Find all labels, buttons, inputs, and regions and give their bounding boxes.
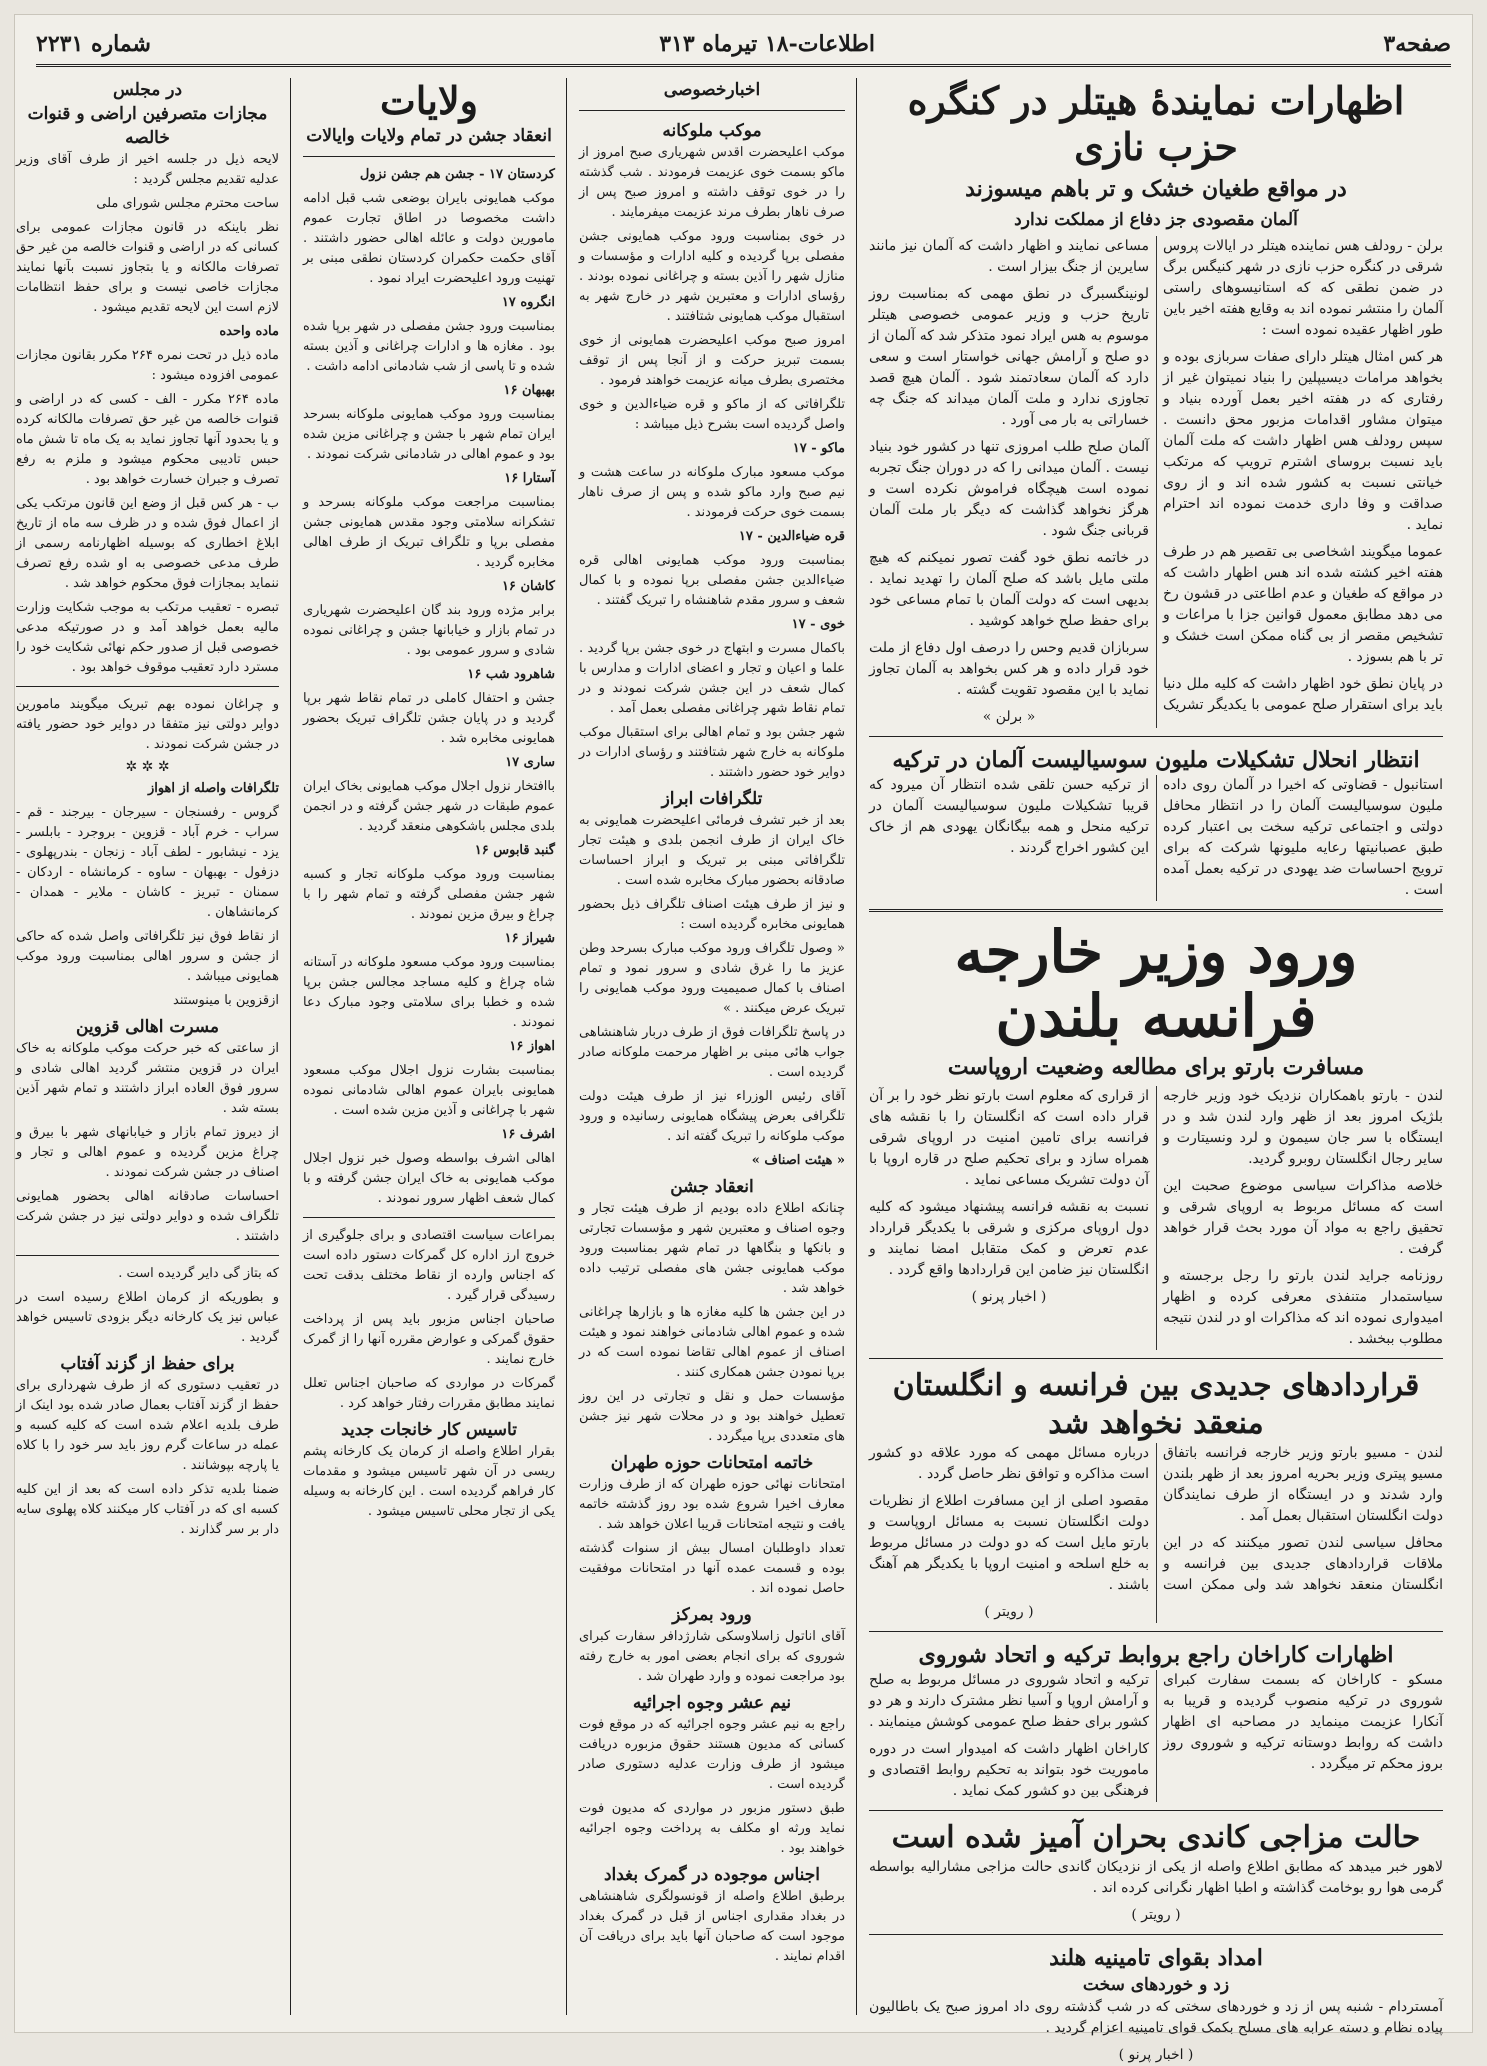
hitler-body	[869, 236, 1443, 728]
province-heading: کاشان ۱۶	[501, 579, 555, 594]
divider	[303, 156, 555, 157]
guild-title: « هیئت اصناف »	[751, 1153, 845, 1168]
hitler-p8: سربازان قدیم وحس را درصف اول دفاع از ملت خود قرار داده و هر کس بخواهد به آلمان تجاوز نماید با این مقصود تقویت گشته .	[869, 640, 1149, 698]
khoy-text: باکمال مسرت و ابتهاج در خوی جشن برپا گردید . علما و اعیان و تجار و اعضای ادارات و مدارس با کمال شعف در این جشن شرکت نمودند و در تمام نقاط شهر چراغانی مفصلی بعمل آمد .	[579, 641, 845, 716]
column-right	[861, 78, 1451, 2063]
telegrams-p2: و نیز از طرف هیئت اصناف تلگراف ذیل بحضور همایونی مخابره گردیده است :	[579, 897, 845, 932]
maku-text: موکب مسعود مبارک ملوکانه در ساعت هشت و نیم صبح وارد ماکو شده و پس از صرف ناهار بسمت خوی حرکت فرمودند .	[579, 465, 845, 520]
qazvin-p3: احساسات صادقانه اهالی بحضور همایونی تلگراف شده و دوایر دولتی نیز در جشن شرکت داشتند .	[16, 1189, 279, 1244]
hitler-dateline: « برلن »	[982, 709, 1036, 725]
province-heading: بهبهان ۱۶	[503, 383, 555, 398]
nazi-turkey-p2: از ترکیه حسن تلقی شده انتظار آن میرود که قریبا تشکیلات ملیون سوسیالیست آلمان در ترکیه منحل و همه بیگانگان یهودی هم از خاک این کشور اخراج گردند .	[869, 777, 1149, 856]
execution-fees-title: نیم عشر وجوه اجرائیه	[632, 1693, 792, 1713]
provinces-subhead: انعقاد جشن در تمام ولایات وایالات	[306, 126, 552, 146]
province-heading: شاهرود شب ۱۶	[467, 667, 555, 682]
province-heading: گنبد قابوس ۱۶	[474, 843, 555, 858]
maku-heading: ماکو - ۱۷	[792, 441, 845, 456]
crown-lands-p3: نظر باینکه در قانون مجازات عمومی برای کسانی که در اراضی و قنوات خالصه من غیر حق تصرفات مالکانه و یا بتجاوز نسبت بآنها نمایند مجازات خاصی نیست و برای حفظ انتظامات لازم است این لایحه تقدیم میشود .	[16, 220, 279, 315]
divider	[869, 909, 1443, 912]
treaty-body	[869, 1443, 1443, 1623]
sun-protection-p1: در تعقیب دستوری که از طرف شهرداری برای حفظ از گزند آفتاب بعمال صادر شده بود اینک از طرف بلدیه اعلام شده است که کلیه کسبه و عمله در ساعات گرم روز باید سر خود را با کلاه یا پارچه بپوشانند .	[16, 1378, 279, 1473]
divider	[869, 1934, 1443, 1935]
karakhan-p1: مسکو - کاراخان که بسمت سفارت کبرای شوروی در ترکیه منصوب گردیده و قریبا به آنکارا عزیمت مینماید در مصاحبه ای اظهار داشت که روابط دوستانه ترکیه و شوروی روز بروز محکم تر میگردد .	[1163, 1672, 1443, 1772]
customs-p2: صاحبان اجناس مزبور باید پس از پرداخت حقوق گمرکی و عوارض مقرره آنها را از گمرک خارج نمایند .	[302, 1312, 555, 1367]
treaty-p3: مقصود اصلی از این مسافرت اطلاع از نظریات دولت انگلستان نسبت به مسائل اروپاست و بارتو مایل است که دو دولت در مسائل مربوط به خلع اسلحه و امنیت اروپا با یکدیگر هم آهنگ باشند .	[869, 1493, 1149, 1593]
private-news-header: اخبارخصوصی	[663, 80, 761, 100]
gandhi-p1: لاهور خبر میدهد که مطابق اطلاع واصله از یکی از نزدیکان گاندی حالت مزاجی مشارالیه بواسطه گرمی هوا رو بوخامت گذاشته و اطبا اظهار نگرانی کرده اند .	[869, 1859, 1443, 1896]
qara-text: بمناسبت ورود موکب همایونی اهالی قره ضیاءالدین جشن مفصلی برپا نموده و با کمال شعف و سرور مقدم شاهنشاه را تبریک گفتند .	[579, 553, 845, 608]
qazvin-byline: ازقزوین با مینوستند	[173, 993, 279, 1008]
divider	[869, 736, 1443, 737]
celebration-p3: مؤسسات حمل و نقل و تجارتی در این روز تعطیل خواهند بود و در محلات شهر نیز جشن های متعددی برپا میگردد .	[579, 1389, 845, 1444]
province-text: موکب همایونی بایران بوضعی شب قبل ادامه داشت مخصوصا در اطاق تجارت عموم مامورین دولت و عائله اهالی حضور داشتند . آقای حکمت حکمران کردستان نطقی مبنی بر تهنیت ورود اعلیحضرت ایراد نمود .	[303, 191, 555, 286]
page-label: صفحه۳	[1383, 31, 1451, 57]
nazi-turkey-p1: استانبول - قضاوتی که اخیرا در آلمان روی داده ملیون سوسیالیست آلمان را در انتظار محافل دولتی و اجتماعی ترکیه سخت بی اعتبار کرده طبق عصبانیتها رعایه ملیونها شرکت که برای ترویج احساسات ضد یهودی در ترکیه بعمل آمده است .	[1163, 777, 1443, 898]
divider	[869, 1631, 1443, 1632]
newspaper-page	[14, 14, 1473, 2063]
hitler-p3: عموما میگویند اشخاصی بی تقصیر هم در طرف هفته اخیر کشته شده اند هس اظهار داشت که در مواقع که طغیان و عدم اطاعتی در قشون رخ می دهد مطابق معمول قوانین جزا با مراعات و تشخیص مقصر از بی گناه ممکن است خشک و تر با هم بسوزد .	[1163, 544, 1443, 665]
paper-date: اطلاعات-۱۸ تیرماه ۳۱۳	[659, 31, 876, 57]
royal-tour-p4: تلگرافاتی که از ماکو و قره ضیاءالدین و خوی واصل گردیده است بشرح ذیل میباشد :	[579, 397, 845, 432]
baghdad-customs-title: اجناس موجوده در گمرک بغداد	[603, 1865, 821, 1885]
divider	[16, 686, 279, 687]
holland-headline: امداد بقوای تامینیه هلند	[1049, 1945, 1263, 1971]
telegrams-p5: آقای رئیس الوزراء نیز از طرف هیئت دولت تلگرافی بعرض پیشگاه همایونی رسانیده و ورود موکب ملوکانه را تبریک گفته اند .	[579, 1089, 845, 1144]
karakhan-p2: ترکیه و اتحاد شوروی در مسائل مربوط به صلح و آرامش اروپا و آسیا نظر مشترک دارند و هر دو کشور برای حفظ صلح عمومی کوشش مینمایند .	[869, 1672, 1149, 1730]
single-article-heading: ماده واحده	[219, 324, 279, 339]
province-text: اهالی اشرف بواسطه وصول خبر نزول اجلال موکب همایونی به خاک ایران جشن گرفته و با کمال شعف اظهار سرور نمودند .	[303, 1151, 555, 1206]
hitler-p5: لونینگسبرگ در نطق مهمی که بمناسبت روز تاریخ حزب و وزیر عمومی خصوصی هیتلر موسوم به هس ایراد نمود متذکر شد که آلمان از دو صلح و آرامش جهانی خواستار است و سعی دارد که آلمان سعادتمند شود . آلمان هیچ قصد تجاوزی ندارد و ملت آلمان میداند که جنگ چه خساراتی به بار می آورد .	[869, 286, 1149, 428]
province-heading: اهواز ۱۶	[509, 1039, 555, 1054]
factories-title: تاسیس کار خانجات جدید	[341, 1420, 517, 1440]
barthou-p4: از قراری که معلوم است بارتو نظر خود را بر آن قرار داده است که انگلستان را با نقشه های فرانسه برای تامین امنیت در اروپای شرقی همراه سازد و برای تحکیم صلح در قاره اروپا با آن دولت تشریک مساعی نماید .	[869, 1088, 1149, 1188]
crown-lands-p4: ماده ذیل در تحت نمره ۲۶۴ مکرر بقانون مجازات عمومی افزوده میشود :	[16, 348, 279, 383]
telegrams-p4: در پاسخ تلگرافات فوق از طرف دربار شاهنشاهی جواب هائی مبنی بر اظهار مرحمت ملوکانه صادر گردیده است .	[579, 1025, 845, 1080]
sun-protection-p2: ضمنا بلدیه تذکر داده است که بعد از این کلیه کسبه ای که در آفتاب کار میکنند کلاه پهلوی سایه دار بر سر گذارند .	[16, 1482, 279, 1537]
karakhan-headline: اظهارات کاراخان راجع بروابط ترکیه و اتحاد شوروی	[918, 1642, 1394, 1668]
nazi-turkey-headline: انتظار انحلال تشکیلات ملیون سوسیالیست آلمان در ترکیه	[892, 747, 1420, 773]
treaty-dateline: ( رویتر )	[984, 1604, 1034, 1620]
factories-p1: بقرار اطلاع واصله از کرمان یک کارخانه پشم ریسی در آن شهر تاسیس میشود و مقدمات کار فراهم گردیده است . این کارخانه به وسیله یکی از تجار محلی تاسیس میشود .	[303, 1444, 555, 1519]
province-text: بمناسبت مراجعت موکب ملوکانه بسرحد و تشکرانه سلامتی وجود مقدس همایونی جشن مفصلی برپا و تلگراف تبریک از طرف اهالی مخابره گردید .	[303, 495, 555, 570]
exams-p2: تعداد داوطلبان امسال بیش از سنوات گذشته بوده و قسمت عمده آنها در امتحانات موفقیت حاصل نموده اند .	[579, 1541, 845, 1596]
telegrams-p1: بعد از خبر تشرف فرمائی اعلیحضرت همایونی به خاک ایران از طرف انجمن بلدی و هیئت تجار تلگرافاتی مبنی بر تبریک و ابراز احساسات صادقانه بحضور مبارک مخابره شده است .	[579, 813, 845, 888]
province-text: باافتخار نزول اجلال موکب همایونی بخاک ایران عموم طبقات در شهر جشن گرفته و در انجمن بلدی مجلس باشکوهی منعقد گردید .	[303, 779, 555, 834]
execution-fees-p2: طبق دستور مزبور در مواردی که مدیون فوت نماید ورثه او مکلف به پرداخت وجوه اجرائیه خواهند بود .	[579, 1801, 845, 1856]
hitler-p4: در پایان نطق خود اظهار داشت که کلیه ملل دنیا باید برای استقرار صلح عمومی با یکدیگر تشریک مساعی نمایند و اظهار داشت که آلمان نیز مانند سایرین از جنگ بیزار است .	[869, 238, 1443, 713]
barthou-headline: ورود وزیر خارجه فرانسه بلندن	[954, 918, 1358, 1050]
crown-lands-p6: ب - هر کس قبل از وضع این قانون مرتکب یکی از اعمال فوق شده و در ظرف سه ماه از تاریخ ابلاغ اخطاری که بوسیله اظهارنامه رسمی از طرف مدعی خصوصی به او شده رفع تصرف ننماید بمجازات فوق محکوم خواهد شد .	[16, 496, 279, 591]
telegrams-p3: « وصول تلگراف ورود موکب مبارک بسرحد وطن عزیز ما را غرق شادی و سرور نمود و تمام اصناف با کمال صمیمیت ورود موکب همایونی را تبریک عرض میکنند . »	[579, 941, 845, 1016]
column-rule	[856, 78, 857, 2015]
royal-tour-p3: امروز صبح موکب اعلیحضرت همایونی از خوی بسمت تبریز حرکت و از آنجا پس از توقف مختصری بطرف میانه عزیمت خواهند فرمود .	[579, 333, 845, 388]
parliament-header: در مجلس	[112, 80, 183, 100]
province-text: جشن و احتفال کاملی در تمام نقاط شهر برپا گردید و در پایان جشن تلگراف تبریک بحضور همایونی مخابره شد .	[303, 691, 555, 746]
ahvaz-telegrams-heading: تلگرافات واصله از اهواز	[147, 781, 279, 796]
gandhi-headline: حالت مزاجی کاندی بحران آمیز شده است	[891, 1820, 1421, 1855]
barthou-p1: لندن - بارتو باهمکاران نزدیک خود وزیر خارجه بلژیک امروز بعد از ظهر وارد لندن شد و در ایستگاه با سر جان سیمون و لرد ونسیتارت و سایر رجال انگلستان روبرو گردید.	[1163, 1088, 1443, 1167]
royal-tour-title: موکب ملوکانه	[662, 121, 762, 141]
province-text: بمناسبت بشارت نزول اجلال موکب مسعود همایونی بایران عموم اهالی شادمانی نموده شهر با چراغانی و آذین مزین شده است .	[303, 1063, 555, 1118]
hitler-headline: اظهارات نمایندۀ هیتلر در کنگره حزب نازی	[907, 78, 1405, 169]
customs-p3: گمرکات در مواردی که صاحبان اجناس تعلل نمایند مطابق مقررات رفتار خواهد کرد .	[303, 1376, 555, 1411]
crown-lands-p2: ساحت محترم مجلس شورای ملی	[96, 196, 279, 211]
province-text: بمناسبت ورود موکب مسعود ملوکانه در آستانه شاه چراغ و کلیه مساجد مجالس جشن برپا شده و خطبا برای سلامتی وجود مبارک دعا نمودند .	[303, 955, 555, 1030]
baghdad-customs-p1: برطبق اطلاع واصله از قونسولگری شاهنشاهی در بغداد مقداری اجناس از قبل در گمرک بغداد موجود است که صاحبان آنها باید برای دریافت آن اقدام نمایند .	[579, 1889, 845, 1964]
divider	[869, 1810, 1443, 1811]
khoy-text-2: شهر جشن بود و تمام اهالی برای استقبال موکب ملوکانه به خارج شهر شتافتند و رؤسای ادارات در دوایر خود حضور داشتند .	[579, 725, 845, 780]
barthou-subhead: مسافرت بارتو برای مطالعه وضعیت اروپاست	[947, 1054, 1365, 1080]
karakhan-p3: کاراخان اظهار داشت که امیدوار است در دوره ماموریت خود بتواند به تحکیم روابط اقتصادی و فرهنگی بین دو کشور کمک نماید .	[869, 1741, 1149, 1799]
celebration-p2: در این جشن ها کلیه مغازه ها و بازارها چراغانی شده و عموم اهالی شادمانی خواهند نمود و هیئت اصناف از عموم اهالی تقاضا نموده است که در برپا نمودن جشن همکاری کنند .	[579, 1305, 845, 1380]
barthou-body	[869, 1086, 1443, 1350]
crown-lands-p5: ماده ۲۶۴ مکرر - الف - کسی که در اراضی و قنوات خالصه من غیر حق تصرفات مالکانه کرده و یا بحدود آنها تجاوز نماید به یک ماه تا شش ماه حبس تادیبی محکوم میشود و ملزم به رفع تصرف و جبران خسارت خواهد بود .	[16, 392, 279, 487]
factory-cont-p2: و بطوریکه از کرمان اطلاع رسیده است در عباس نیز یک کارخانه دیگر بزودی تاسیس خواهد گردید .	[16, 1290, 279, 1345]
sun-protection-title: برای حفظ از گزند آفتاب	[60, 1354, 235, 1374]
holland-dateline: ( اخبار پرنو )	[1118, 2047, 1194, 2063]
province-heading: آستارا ۱۶	[504, 471, 555, 486]
exams-title: خاتمه امتحانات حوزه طهران	[610, 1453, 814, 1473]
royal-tour-p2: در خوی بمناسبت ورود موکب همایونی جشن مفصلی برپا گردیده و کلیه ادارات و مؤسسات و منازل شهر را آذین بسته و چراغانی نموده بودند . رؤسای ادارات و معتبرین شهر در خارج شهر به استقبال موکب همایونی شتافتند .	[579, 229, 845, 324]
barthou-dateline: ( اخبار پرنو )	[971, 1289, 1047, 1305]
provinces-list	[303, 165, 555, 1209]
treaty-headline: قراردادهای جدیدی بین فرانسه و انگلستان منعقد نخواهد شد	[892, 1368, 1420, 1441]
hitler-lead-sub: آلمان مقصودی جز دفاع از مملکت ندارد	[1014, 210, 1298, 230]
province-heading: انگروه ۱۷	[501, 295, 555, 310]
celebration-heading: انعقاد جشن	[670, 1177, 754, 1197]
gandhi-dateline: ( رویتر )	[1131, 1907, 1181, 1923]
province-text: برابر مژده ورود بند گان اعلیحضرت شهریاری در تمام بازار و خیابانها جشن و چراغانی نموده شادی و سرور عمومی بود .	[303, 603, 555, 658]
column-news	[571, 78, 853, 2015]
barthou-p2: خلاصه مذاکرات سیاسی موضوع صحبت این است که مسائل مربوط به اروپای شرقی و تحقیق راجع به مواد آن مورد بحث قرار خواهد گرفت .	[1163, 1178, 1443, 1257]
province-heading: اشرف ۱۶	[501, 1127, 555, 1142]
execution-fees-p1: راجع به نیم عشر وجوه اجرائیه که در موقع فوت کسانی که مدیون هستند حقوق مزبوره دریافت میشود از طرف وزارت عدلیه دستوری صادر گردیده است .	[579, 1717, 845, 1792]
masthead	[36, 24, 1451, 67]
holland-p1: آمستردام - شنبه پس از زد و خوردهای سختی که در شب گذشته روی داد امروز صبح یک باطالیون پیاده نظام و دسته عرابه های مسلح بکمک قوای تامینیه اعزام گردید .	[869, 1999, 1443, 2036]
ornament: ✲ ✲ ✲	[125, 759, 170, 775]
column-parliament	[8, 78, 287, 2015]
treaty-p1: لندن - مسیو بارتو وزیر خارجه فرانسه باتفاق مسیو پیتری وزیر بحریه امروز بعد از ظهر بلندن وارد شدند و در ایستگاه از طرف نمایندگان دولت انگلستان استقبال بعمل آمد .	[1163, 1445, 1443, 1524]
province-heading: کردستان ۱۷ - جشن هم جشن نزول	[359, 167, 555, 182]
province-heading: ساری ۱۷	[505, 755, 555, 770]
ahvaz-telegrams-p: از نقاط فوق نیز تلگرافاتی واصل شده که حاکی از جشن و سرور اهالی بمناسبت ورود موکب همایونی میباشد .	[16, 929, 279, 984]
province-text: بمناسبت ورود موکب همایونی ملوکانه بسرحد ایران تمام شهر با جشن و چراغانی مزین شده بود و عموم اهالی در شادمانی شرکت نمودند .	[303, 407, 555, 462]
divider	[16, 1255, 279, 1256]
crown-lands-p7: تبصره - تعقیب مرتکب به موجب شکایت وزارت مالیه بعمل خواهد آمد و در صورتیکه مدعی خصوصی قبل از صدور حکم نهائی شکایت خود را مسترد دارد تعقیب موقوف خواهد بود .	[16, 600, 279, 675]
barthou-p3: روزنامه جراید لندن بارتو را رجل برجسته و سیاستمدار متنفذی معرفی کرده و اظهار امیدواری نموده اند که مذاکرات او در لندن نتیجه مطلوب ببخشد .	[1163, 1268, 1443, 1347]
khoy-heading: خوی - ۱۷	[791, 617, 845, 632]
hitler-subhead: در مواقع طغیان خشک و تر باهم میسوزند	[965, 176, 1347, 202]
customs-p1: بمراعات سیاست اقتصادی و برای جلوگیری از خروج ارز اداره کل گمرکات دستور داده است که اجناس وارده از نقاط مختلف بدقت تحت رسیدگی قرار گیرد .	[303, 1228, 555, 1303]
divider	[579, 110, 845, 111]
royal-tour-p1: موکب اعلیحضرت اقدس شهریاری صبح امروز از ماکو بسمت خوی عزیمت فرمودند . شب گذشته را در خوی توقف داشته و امروز صبح پس از صرف ناهار بطرف مرند عزیمت میفرمایند .	[579, 145, 845, 220]
hitler-p2: هر کس امثال هیتلر دارای صفات سربازی بوده و بخواهد مرامات دیسیپلین را بنیاد نمیتوان غیر از رفتاری که در هفته اخیر بعمل آورده بنیاد و میتوان مشاور اقدامات مزبور محق دانست . سپس رودلف هس اظهار داشت که ملت آلمان باید نسبت بروسای اشترم ترویپ که مرتکب خیانتی نسبت به کشور شده اند و از روی صداقت و وفا داری خدمت نموده اند احترام نماید .	[1163, 349, 1443, 533]
factory-cont-p1: که بتاز گی دایر گردیده است .	[118, 1266, 279, 1281]
telegrams-title: تلگرافات ابراز	[661, 789, 763, 809]
crown-lands-title: مجازات متصرفین اراضی و قنوات خالصه	[27, 104, 268, 148]
nazi-turkey-body	[869, 775, 1443, 901]
divider	[303, 1217, 555, 1218]
provinces-header: ولایات	[380, 78, 478, 123]
barthou-p5: نسبت به نقشه فرانسه پیشنهاد میشود که کلیه دول اروپای مرکزی و شرقی با یکدیگر قرارداد عدم تعرض و کمک متقابل امضا نمایند و انگلستان نیز ضامن این قراردادها واقع گردد .	[869, 1199, 1149, 1278]
hitler-p7: در خاتمه نطق خود گفت تصور نمیکنم که هیچ ملتی مایل باشد که صلح آلمان را تهدید نماید . بدیهی است که دولت آلمان با تمام مساعی خود برای حفظ صلح خواهد کوشید .	[869, 550, 1149, 629]
province-text: بمناسبت ورود جشن مفصلی در شهر برپا شده بود . مغازه ها و ادارات چراغانی و آذین بسته شده و تا پاسی از شب شادمانی ادامه داشت .	[303, 319, 555, 374]
qara-heading: قره ضیاءالدین - ۱۷	[738, 529, 845, 544]
karakhan-body	[869, 1670, 1443, 1802]
celebration-cont: و چراغان نموده بهم تبریک میگویند مامورین دوایر دولتی نیز متفقا در دوایر خود حضور یافته در جشن شرکت نمودند .	[16, 697, 279, 752]
hitler-p6: آلمان صلح طلب امروزی تنها در کشور خود بنیاد نیست . آلمان میدانی را که در دوران جنگ تجربه نموده است هیچگاه فراموش نکرده است و هرگز نخواهد گذاشت که دیگر بار ملت آلمان قربانی جنگ شود .	[869, 439, 1149, 539]
arrival-p1: آقای اناتول زاسلاوسکی شارژدافر سفارت کبرای شوروی که برای انجام بعضی امور به خارج رفته بود مراجعت نموده و وارد طهران شد .	[579, 1629, 845, 1684]
crown-lands-p1: لایحه ذیل در جلسه اخیر از طرف آقای وزیر عدلیه تقدیم مجلس گردید :	[16, 152, 279, 187]
exams-p1: امتحانات نهائی حوزه طهران که از طرف وزارت معارف اخیرا شروع شده بود روز گذشته خاتمه یافت و نتیجه امتحانات قریبا اعلان خواهد شد .	[579, 1477, 845, 1532]
treaty-p2: محافل سیاسی لندن تصور میکنند که در این ملاقات قراردادهای جدیدی بین فرانسه و انگلستان منعقد نخواهد شد ولی ممکن است درباره مسائل مهمی که مورد علاقه دو کشور است مذاکره و توافق نظر حاصل گردد .	[869, 1445, 1443, 1593]
province-text: بمناسبت ورود موکب ملوکانه تجار و کسبه شهر جشن مفصلی گرفته و تمام شهر را با چراغ و بیرق مزین نمودند .	[303, 867, 555, 922]
qazvin-p2: از دیروز تمام بازار و خیابانهای شهر با بیرق و چراغ مزین گردیده و عموم اهالی و تجار و اصناف در جشن شرکت نمودند .	[16, 1125, 279, 1180]
issue-number: شماره ۲۲۳۱	[36, 31, 151, 57]
arrival-title: ورود بمرکز	[672, 1605, 752, 1625]
column-rule	[566, 78, 567, 2015]
holland-subhead: زد و خوردهای سخت	[1082, 1975, 1230, 1995]
province-heading: شیراز ۱۶	[504, 931, 555, 946]
ahvaz-telegrams-list: گروس - رفسنجان - سیرجان - بیرجند - قم - سراب - خرم آباد - قزوین - بروجرد - بابلسر - یزد - نیشابور - لطف آباد - زنجان - بندرپهلوی - دزفول - بهبهان - ساوه - کرمانشاه - اردکان - سمنان - تبریز - کاشان - ملایر - همدان - کرمانشاهان .	[16, 805, 279, 920]
hitler-p1: برلن - رودلف هس نماینده هیتلر در ایالات پروس شرقی در کنگره حزب نازی در شهر کنیگس برگ در ضمن نطقی که که استانیسوهای راستی آلمان را منتشر نموده اند به وقایع هفته اخیر باین طور اظهار عقیده نموده است :	[1163, 238, 1443, 338]
divider	[869, 1358, 1443, 1359]
column-rule	[290, 78, 291, 2015]
qazvin-p1: از ساعتی که خبر حرکت موکب ملوکانه به خاک ایران در قزوین منتشر گردید اهالی شادی و سرور فوق العاده ابراز داشتند و تمام شهر آذین بسته شد .	[16, 1041, 279, 1116]
columns	[16, 78, 1451, 2063]
column-provinces	[295, 78, 563, 2015]
celebration-p1: چنانکه اطلاع داده بودیم از طرف هیئت تجار و وجوه اصناف و معتبرین شهر و مؤسسات تجارتی و بانکها و بنگاهها در تمام شهر بمناسبت ورود موکب همایونی جشن های مفصلی ترتیب داده خواهد شد .	[579, 1201, 845, 1296]
qazvin-title: مسرت اهالی قزوین	[75, 1017, 220, 1037]
